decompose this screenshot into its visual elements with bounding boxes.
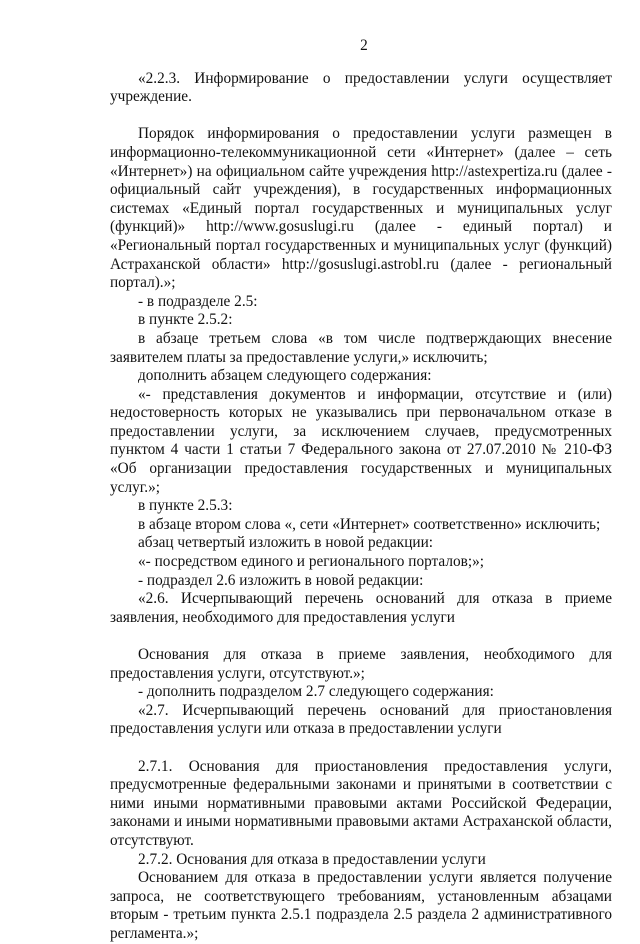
paragraph: «2.7. Исчерпывающий перечень оснований для приостановления предоставления услуги или отказа в предоставлении услуги: [110, 701, 612, 738]
paragraph: Порядок информирования о предоставлении услуги размещен в информационно-телекоммуникационной сети «Интернет» (далее – сеть «Интернет») на официальном сайте учреждения http://astexpertiza.ru (далее - официальный сайт учреждения), в государственных информационных системах «Единый портал государственных и муниципальных услуг (функций)» http://www.gosuslugi.ru (далее - единый портал) и «Региональный портал государственных и муниципальных услуг (функций) Астраханской области» http://gosuslugi.astrobl.ru (далее - региональный портал).»;: [110, 125, 612, 292]
paragraph: 2.7.1. Основания для приостановления предоставления услуги, предусмотренные федеральными законами и принятыми в соответствии с ними иными нормативными правовыми актами Российской Федерации, законами и иными нормативными правовыми актами Астраханской области, отсутствуют.: [110, 757, 612, 849]
paragraph: - в подразделе 2.5:: [138, 292, 258, 310]
paragraph: в абзаце третьем слова «в том числе подтверждающих внесение заявителем платы за предоставление услуги,» исключить;: [110, 329, 612, 366]
paragraph: 2.7.2. Основания для отказа в предоставлении услуги: [138, 850, 486, 868]
paragraph: в абзаце втором слова «, сети «Интернет» соответственно» исключить;: [138, 515, 601, 533]
paragraph: Основанием для отказа в предоставлении услуги является получение запроса, не соответствующего требованиям, установленным абзацами вторым - третьим пункта 2.5.1 подраздела 2.5 раздела 2 административного регламента.»;: [110, 869, 612, 942]
paragraph: Основания для отказа в приеме заявления, необходимого для предоставления услуги, отсутствуют.»;: [110, 646, 612, 682]
paragraph: в пункте 2.5.3:: [138, 497, 233, 515]
paragraph: «- посредством единого и регионального порталов;»;: [138, 553, 485, 571]
paragraph: дополнить абзацем следующего содержания:: [138, 367, 432, 385]
paragraph: «- представления документов и информации, отсутствие и (или) недостоверность которых не указывались при первоначальном отказе в предоставлении услуги, за исключением случаев, предусмотренных пунктом 4 части 1 статьи 7 Федерального закона от 27.07.2010 № 210-ФЗ «Об организации предоставления государственных и муниципальных услуг.»;: [110, 385, 612, 496]
paragraph: - подраздел 2.6 изложить в новой редакции:: [138, 571, 424, 589]
paragraph: в пункте 2.5.2:: [138, 311, 233, 329]
paragraph: «2.2.3. Информирование о предоставлении услуги осуществляет учреждение.: [110, 69, 612, 106]
paragraph: «2.6. Исчерпывающий перечень оснований для отказа в приеме заявления, необходимого для предоставления услуги: [110, 590, 612, 626]
paragraph: абзац четвертый изложить в новой редакции:: [138, 534, 434, 552]
page-number: 2: [360, 37, 368, 54]
document-body: [110, 70, 612, 944]
paragraph: - дополнить подразделом 2.7 следующего содержания:: [138, 683, 494, 701]
